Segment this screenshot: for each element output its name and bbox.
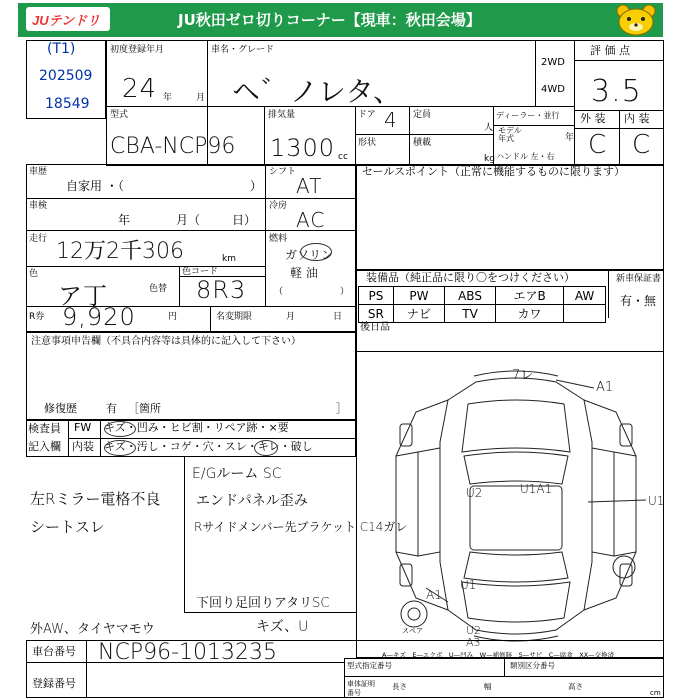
car-damage-diagram <box>356 352 664 652</box>
interior-label-2: 内装 <box>72 440 94 453</box>
grade-score: 3.5 <box>591 74 642 109</box>
equip-pw: PW <box>393 287 444 305</box>
damage-legend: A—キズ E—エクボ U—凹み W—補修跡 S—サビ C—腐食 XX—交換済 <box>382 651 615 659</box>
note-under: 下回り足回りアタリSC <box>196 596 330 611</box>
diag-label-u2-bottom: U2 <box>466 624 482 637</box>
repair-place: ［箇所 <box>128 402 161 415</box>
chassis-value: NCP96-1013235 <box>98 640 277 665</box>
car-name-value: ヘ゛ノレタ、 <box>232 75 403 108</box>
4wd-label: 4WD <box>541 84 565 95</box>
diag-label-u1-low: U1 <box>460 578 477 592</box>
equip-leather: カワ <box>496 305 564 323</box>
inspection-label: 車検 <box>29 201 48 211</box>
interior-damage-items: キズ・汚し・コゲ・穴・スレ・キレ・破し <box>104 440 313 453</box>
repair-close: ］ <box>336 402 347 415</box>
equip-sr: SR <box>359 305 394 323</box>
displacement-value: 1300 <box>270 134 336 162</box>
lot-tag: (T1) <box>47 41 76 57</box>
rear-items-label: 後日品 <box>360 322 390 333</box>
fw-label: FW <box>74 421 92 434</box>
diag-label-a1-left: A1 <box>426 588 442 602</box>
color-code-value: 8R3 <box>196 276 247 304</box>
class-no-label: 類別区分番号 <box>510 661 555 670</box>
note-engine-room: E/Gルーム SC <box>192 466 282 482</box>
interior-grade: C <box>632 130 652 160</box>
equipment-title: 装備品（純正品に限り〇をつけください） <box>366 271 575 284</box>
vehicle-cert-label: 車体証明 <box>347 680 375 688</box>
entry-label: 記入欄 <box>28 440 61 453</box>
capacity-unit: 人 <box>484 123 494 133</box>
brand-logo-text: JUテンドリ <box>32 13 100 28</box>
kizu-circle-ext <box>104 421 136 437</box>
cc-unit: cc <box>338 152 348 162</box>
diag-label-u1a1: U1A1 <box>520 482 553 496</box>
dealer-label: ディーラー・並行 <box>496 111 560 120</box>
usage-close: ） <box>250 179 263 193</box>
fuel-value-diesel: 軽 油 <box>290 266 318 280</box>
sure-circle-int <box>254 440 278 456</box>
color-value: ア丁 <box>58 282 108 310</box>
usage-label: 車歴 <box>29 167 48 177</box>
ac-value: AC <box>296 208 326 232</box>
km-unit: km <box>222 254 236 264</box>
equip-ps: PS <box>359 287 394 305</box>
cm-unit: cm <box>650 689 661 697</box>
recycle-value: 9,920 <box>62 303 136 331</box>
first-reg-year-value: 24 <box>122 74 158 104</box>
fuel-paren-open: （ <box>274 287 284 297</box>
note-seat: シートスレ <box>30 518 105 536</box>
first-reg-month-unit: 月 <box>196 93 206 103</box>
equip-blank <box>564 305 606 323</box>
mileage-value: 12万2千306 <box>56 239 184 264</box>
note-kizu: キズ、U <box>256 619 309 635</box>
color-code-label: 色コード <box>182 267 219 277</box>
fuel-value-gasoline: ガソリン <box>285 248 334 262</box>
color-change-label: 色替 <box>149 284 168 294</box>
model-year-label-a: モデル <box>498 126 522 135</box>
first-reg-year-unit: 年 <box>163 93 173 103</box>
height-label: 高さ <box>568 682 583 691</box>
lot-code: 202509 <box>39 68 93 84</box>
diag-label-a1-top: A1 <box>596 380 614 395</box>
diag-label-top: 7レ <box>512 368 534 383</box>
first-reg-label: 初度登録年月 <box>110 45 165 55</box>
color-label: 色 <box>29 269 39 279</box>
equip-aw: AW <box>564 287 606 305</box>
sales-point-frame <box>356 164 664 270</box>
lot-number: 18549 <box>45 96 90 112</box>
chassis-label: 車台番号 <box>32 645 76 658</box>
header-title: JU秋田ゼロ切りコーナー【現車：秋田会場】 <box>178 11 481 29</box>
equip-abs: ABS <box>445 287 496 305</box>
ac-label: 冷房 <box>269 201 288 211</box>
reg-no-label: 登録番号 <box>32 677 76 690</box>
load-unit: kg <box>484 154 495 164</box>
displacement-label: 排気量 <box>268 110 296 120</box>
equip-airbag: エアB <box>496 287 564 305</box>
shift-label: シフト <box>269 167 297 177</box>
type-no-label: 型式指定番号 <box>347 661 392 670</box>
kizu-circle-int <box>104 440 136 456</box>
grade-label: 評 価 点 <box>590 44 630 57</box>
note-r-side: Rサイドメンバー先ブラケット C14ガレ <box>194 520 408 534</box>
usage-value: 自家用 ・（ <box>66 179 124 193</box>
recycle-label: R券 <box>29 312 45 322</box>
spare-tire-label: スペア <box>402 627 423 635</box>
model-label: 型式 <box>110 110 129 120</box>
equip-tv: TV <box>445 305 496 323</box>
recycle-yen: 円 <box>168 312 178 322</box>
exterior-grade: C <box>588 130 608 160</box>
capacity-label: 定員 <box>413 110 432 120</box>
model-year-label-b: 年式 <box>498 134 514 143</box>
diag-label-a3: A3 <box>466 636 481 649</box>
equip-navi: ナビ <box>393 305 444 323</box>
mileage-label: 走行 <box>29 234 48 244</box>
brand-logo <box>26 7 110 31</box>
door-label: ドア <box>358 110 376 120</box>
fuel-circle <box>300 243 332 261</box>
notes-title: 注意事項申告欄（不具合内容等は具体的に記入して下さい） <box>31 336 301 347</box>
equipment-grid <box>358 286 606 323</box>
repair-label: 修復歴 <box>44 402 77 415</box>
exterior-label: 外 装 <box>580 112 606 125</box>
door-value: 4 <box>384 108 398 132</box>
handle-label: ハンドル 左・右 <box>496 152 555 161</box>
interior-label: 内 装 <box>624 112 650 125</box>
2wd-label: 2WD <box>541 57 565 68</box>
fuel-label: 燃料 <box>269 234 288 244</box>
inspection-month: 月（ <box>176 213 201 227</box>
note-aw: 外AW、タイヤマモウ <box>30 622 155 637</box>
mascot-icon <box>614 4 658 36</box>
shift-value: AT <box>296 174 323 198</box>
name-change-month: 月 <box>286 312 296 322</box>
warranty-label: 新車保証書 <box>616 274 662 284</box>
length-label: 長さ <box>392 682 407 691</box>
warranty-value: 有・無 <box>620 294 657 308</box>
load-label: 積載 <box>413 138 432 148</box>
inspection-year: 年 <box>118 213 131 227</box>
repair-yes: 有 <box>106 402 117 415</box>
model-year-unit: 年 <box>565 133 575 143</box>
note-mirror: 左Rミラー電格不良 <box>30 490 161 508</box>
note-end-panel: エンドパネル歪み <box>196 493 308 509</box>
sales-point-title: セールスポイント（正常に機能するものに限ります） <box>362 165 626 178</box>
name-change-label: 名変期限 <box>216 312 253 322</box>
inspection-day: 日） <box>232 213 257 227</box>
exterior-damage-items: キズ・凹み・ヒビ割・リペア跡・×要 <box>104 421 289 434</box>
fuel-paren-close: ） <box>340 287 350 297</box>
shape-label: 形状 <box>358 138 377 148</box>
car-name-label: 車名・グレード <box>211 45 275 55</box>
cert-no-label: 番号 <box>347 689 361 697</box>
inspector-label: 検査員 <box>28 422 61 435</box>
name-change-day: 日 <box>333 312 343 322</box>
diag-label-u2: U2 <box>466 486 483 500</box>
model-value: CBA-NCP96 <box>110 134 236 159</box>
diag-label-u1-right: U1 <box>648 494 665 508</box>
width-label: 幅 <box>484 682 492 691</box>
